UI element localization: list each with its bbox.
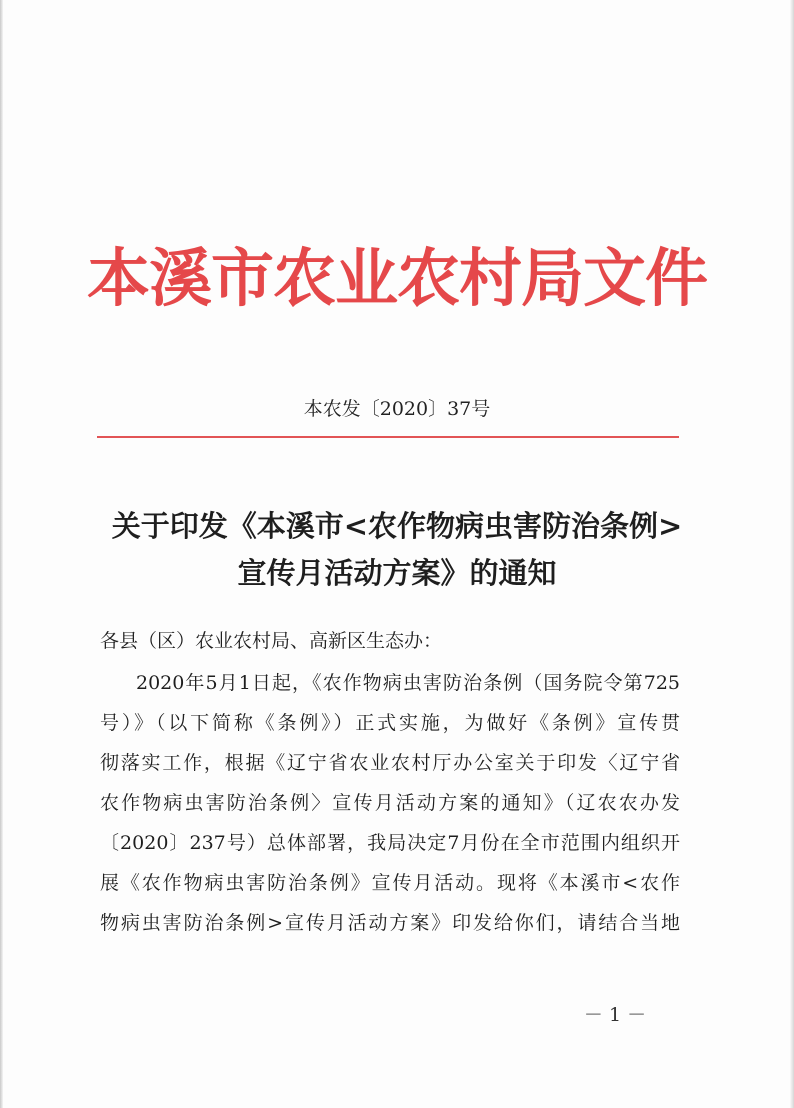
body-text-line: 农作物病虫害防治条例〉宣传月活动方案的通知》（辽农农办发	[100, 792, 680, 814]
red-separator-line	[97, 436, 679, 438]
salutation: 各县（区）农业农村局、高新区生态办：	[100, 630, 443, 652]
body-text-line: 〔2020〕237号）总体部署，我局决定7月份在全市范围内组织开	[100, 832, 680, 854]
body-text-line: 展《农作物病虫害防治条例》宣传月活动。现将《本溪市<农作	[100, 872, 680, 894]
issuing-authority-title: 本溪市农业农村局文件	[87, 241, 707, 315]
notice-title-line-1: 关于印发《本溪市<农作物病虫害防治条例>	[111, 509, 683, 543]
scan-edge-left	[0, 0, 3, 1108]
body-text-line: 2020年5月1日起，《农作物病虫害防治条例（国务院令第725	[136, 672, 680, 694]
scan-edge-right	[790, 0, 794, 1108]
body-text-line: 号）》（以下简称《条例》）正式实施，为做好《条例》宣传贯	[100, 712, 680, 734]
page-number: － 1 －	[583, 1004, 647, 1026]
notice-title-line-2: 宣传月活动方案》的通知	[237, 556, 557, 590]
document-number: 本农发〔2020〕37号	[303, 398, 491, 420]
body-text-line: 物病虫害防治条例>宣传月活动方案》印发给你们，请结合当地	[100, 912, 680, 934]
body-text-line: 彻落实工作，根据《辽宁省农业农村厅办公室关于印发〈辽宁省	[100, 752, 680, 774]
